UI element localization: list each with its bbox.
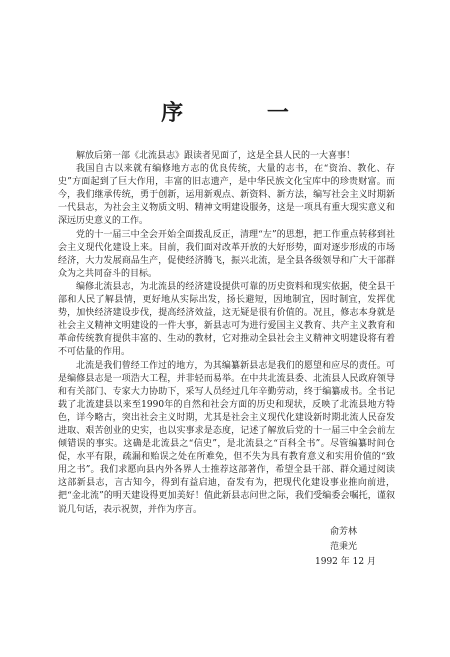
paragraph: 解放后第一部《北流县志》跟读者见面了，这是全县人民的一大喜事！ — [76, 151, 356, 161]
preface-date: 1992 年 12 月 — [315, 557, 376, 567]
author-name: 俞芳林 — [330, 527, 358, 537]
paragraph: 北流是我们曾经工作过的地方，为其编纂新县志是我们的愿望和应尽的责任。可是编修县志是一项浩大工程，并非轻而易举。在中共北流县委、北流县人民政府领导和有关部门、专家大力协助下，采写人员经过几年辛勤劳动，终于编纂成书。全书记载了北流建县以来至1990年的自然和社会方面的历史和现状，反映了北流县地方特色，详今略古，突出社会主义时期，尤其是社会主义现代化建设新时期北流人民奋发进取、艰苦创业的史实，也以实事求是态度，记述了解放后党的十一届三中全会前左倾错误的事实。这确是北流县之“信史”，是北流县之“百科全书”。尽管编纂时间仓促，水平有限，疏漏和贻误之处在所难免，但不失为具有教育意义和实用价值的“致用之书”。我们求愿向县内外各界人士推荐这部著作，希望全县干部、群众通过阅读这部新县志，言古知今，得到有益启迪，奋发有为，把现代化建设事业推向前进，把“金北流”的明天建设得更加美好！值此新县志问世之际，我们受编委会嘱托，谨叙说几句话，表示祝贺，并作为序言。 — [58, 360, 395, 515]
paragraph: 我国自古以来就有编修地方志的优良传统，大量的志书，在“资治、教化、存史”方面起到了巨大作用，丰富的旧志遗产，是中华民族文化宝库中的珍贵财富。而今，我们继承传统，勇于创新，运用新观点、新资料、新方法，编写社会主义时期新一代县志，为社会主义物质文明、精神文明建设服务，这是一项具有重大现实意义和深远历史意义的工作。 — [58, 164, 395, 227]
preface-title: 序 一 — [161, 100, 327, 126]
preface-body — [58, 150, 395, 517]
author-name: 范秉光 — [330, 542, 358, 552]
paragraph: 党的十一届三中全会开始全面拨乱反正，清理“左”的思想，把工作重点转移到社会主义现代化建设上来。目前，我们面对改革开放的大好形势，面对逐步形成的市场经济，大力发展商品生产，促使经济腾飞，振兴北流，是全县各级领导和广大干部群众为之共同奋斗的目标。 — [58, 229, 395, 279]
paragraph: 编修北流县志，为北流县的经济建设提供可靠的历史资料和现实依据，使全县干部和人民了解县情，更好地从实际出发，扬长避短，因地制宜，因时制宜，发挥优势，加快经济建设步伐，提高经济效益，这无疑是很有价值的。况且，修志本身就是社会主义精神文明建设的一件大事，新县志可为进行爱国主义教育、共产主义教育和革命传统教育提供丰富的、生动的教材，它对推动全县社会主义精神文明建设将有着不可估量的作用。 — [58, 281, 395, 358]
signature-block — [315, 525, 376, 570]
